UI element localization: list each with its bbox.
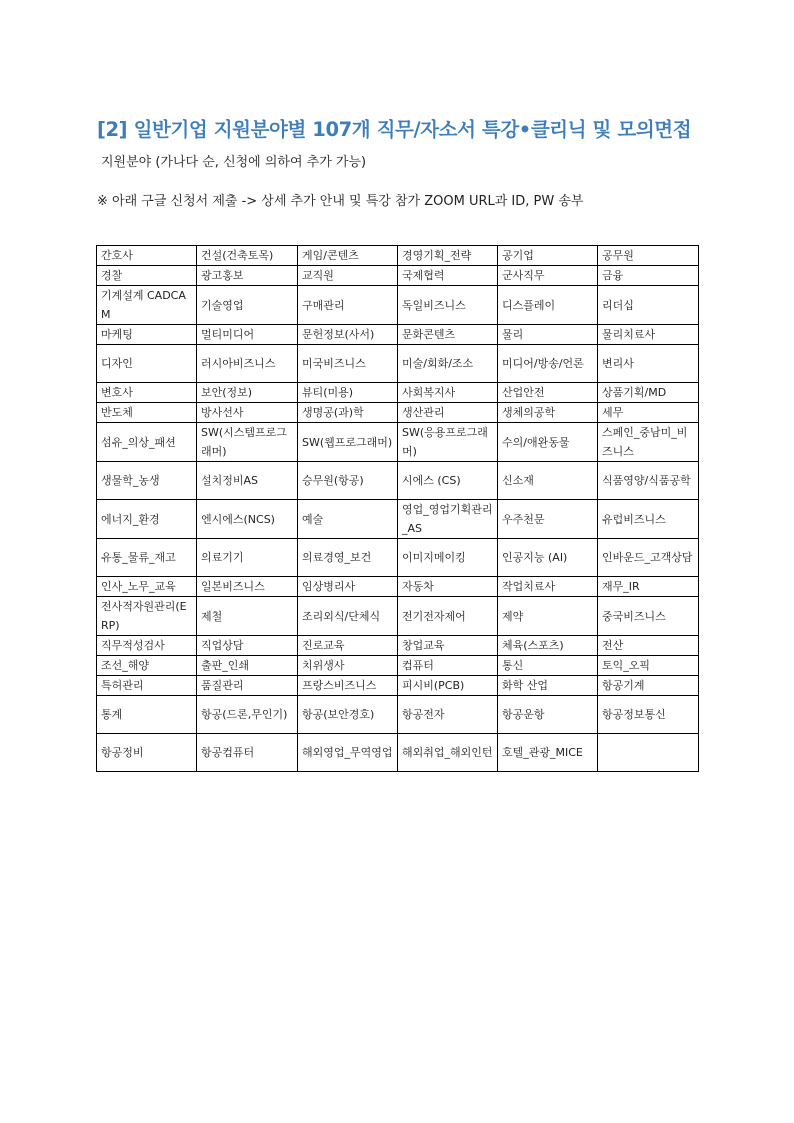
table-cell: 기계설계 CADCAM xyxy=(97,286,197,325)
table-cell: 게임/콘텐츠 xyxy=(298,246,398,266)
table-cell: 중국비즈니스 xyxy=(598,597,699,636)
table-cell: 미술/회화/조소 xyxy=(398,345,498,383)
table-cell: 물리치료사 xyxy=(598,325,699,345)
table-cell: 생명공(과)학 xyxy=(298,403,398,423)
table-cell: 에너지_환경 xyxy=(97,500,197,539)
table-cell: 금융 xyxy=(598,266,699,286)
table-cell: 재무_IR xyxy=(598,577,699,597)
table-row xyxy=(97,403,699,423)
table-cell: 스페인_중남미_비즈니스 xyxy=(598,423,699,462)
table-cell: 치위생사 xyxy=(298,656,398,676)
table-row xyxy=(97,462,699,500)
table-row xyxy=(97,266,699,286)
table-cell: 생산관리 xyxy=(398,403,498,423)
table-cell: 유럽비즈니스 xyxy=(598,500,699,539)
table-cell: 문화콘텐츠 xyxy=(398,325,498,345)
table-cell: 전기전자제어 xyxy=(398,597,498,636)
table-row xyxy=(97,656,699,676)
table-cell: 공무원 xyxy=(598,246,699,266)
notice-text: ※ 아래 구글 신청서 제출 -> 상세 추가 안내 및 특강 참가 ZOOM URL과 ID, PW 송부 xyxy=(97,194,584,209)
table-row xyxy=(97,696,699,734)
table-cell: 출판_인쇄 xyxy=(197,656,298,676)
table-cell: 생체의공학 xyxy=(498,403,598,423)
table-cell: 항공전자 xyxy=(398,696,498,734)
table-row xyxy=(97,539,699,577)
table-row xyxy=(97,597,699,636)
table-cell: 섬유_의상_패션 xyxy=(97,423,197,462)
table-cell: 창업교육 xyxy=(398,636,498,656)
table-cell: 항공정보통신 xyxy=(598,696,699,734)
table-cell: 수의/애완동물 xyxy=(498,423,598,462)
table-cell: 진로교육 xyxy=(298,636,398,656)
table-cell: 반도체 xyxy=(97,403,197,423)
table-cell: 신소재 xyxy=(498,462,598,500)
table-cell: 항공(보안경호) xyxy=(298,696,398,734)
table-cell xyxy=(598,734,699,772)
table-cell: 항공운항 xyxy=(498,696,598,734)
table-cell: 작업치료사 xyxy=(498,577,598,597)
table-cell: 직업상담 xyxy=(197,636,298,656)
table-row xyxy=(97,676,699,696)
table-cell: 기술영업 xyxy=(197,286,298,325)
table-cell: 자동차 xyxy=(398,577,498,597)
table-cell: 항공정비 xyxy=(97,734,197,772)
table-cell: 디자인 xyxy=(97,345,197,383)
table-cell: 프랑스비즈니스 xyxy=(298,676,398,696)
job-field-table xyxy=(96,245,699,772)
table-cell: 피시비(PCB) xyxy=(398,676,498,696)
table-cell: 해외영업_무역영업 xyxy=(298,734,398,772)
table-cell: 체육(스포츠) xyxy=(498,636,598,656)
table-cell: 의료경영_보건 xyxy=(298,539,398,577)
table-row xyxy=(97,325,699,345)
table-cell: 예술 xyxy=(298,500,398,539)
table-cell: 마케팅 xyxy=(97,325,197,345)
table-cell: 전사적자원관리(ERP) xyxy=(97,597,197,636)
job-field-table-body xyxy=(97,246,699,772)
page-subtitle: 지원분야 (가나다 순, 신청에 의하여 추가 가능) xyxy=(101,155,367,170)
table-cell: 방사선사 xyxy=(197,403,298,423)
page-title: [2] 일반기업 지원분야별 107개 직무/자소서 특강•클리닉 및 모의면접 xyxy=(97,118,692,141)
table-cell: SW(시스템프로그래머) xyxy=(197,423,298,462)
table-row xyxy=(97,636,699,656)
table-cell: 영업_영업기획관리_AS xyxy=(398,500,498,539)
table-cell: 경영기획_전략 xyxy=(398,246,498,266)
table-cell: 디스플레이 xyxy=(498,286,598,325)
table-cell: SW(웹프로그래머) xyxy=(298,423,398,462)
table-cell: 보안(정보) xyxy=(197,383,298,403)
table-cell: 직무적성검사 xyxy=(97,636,197,656)
table-cell: 변리사 xyxy=(598,345,699,383)
table-cell: 구매관리 xyxy=(298,286,398,325)
table-cell: 의료기기 xyxy=(197,539,298,577)
table-cell: 항공컴퓨터 xyxy=(197,734,298,772)
table-cell: 설치정비AS xyxy=(197,462,298,500)
table-cell: 엔시에스(NCS) xyxy=(197,500,298,539)
table-cell: 미국비즈니스 xyxy=(298,345,398,383)
table-cell: 인바운드_고객상담 xyxy=(598,539,699,577)
table-cell: 항공(드론,무인기) xyxy=(197,696,298,734)
table-cell: 토익_오픽 xyxy=(598,656,699,676)
table-cell: 미디어/방송/언론 xyxy=(498,345,598,383)
table-row xyxy=(97,734,699,772)
table-cell: 문헌정보(사서) xyxy=(298,325,398,345)
table-cell: 건설(건축토목) xyxy=(197,246,298,266)
table-cell: 인사_노무_교육 xyxy=(97,577,197,597)
table-cell: 통계 xyxy=(97,696,197,734)
table-cell: 뷰티(미용) xyxy=(298,383,398,403)
table-cell: 화학 산업 xyxy=(498,676,598,696)
table-row xyxy=(97,286,699,325)
table-cell: 멀티미디어 xyxy=(197,325,298,345)
table-cell: 시에스 (CS) xyxy=(398,462,498,500)
table-cell: 러시아비즈니스 xyxy=(197,345,298,383)
table-cell: 전산 xyxy=(598,636,699,656)
table-row xyxy=(97,246,699,266)
table-cell: 유통_물류_재고 xyxy=(97,539,197,577)
table-cell: 제철 xyxy=(197,597,298,636)
table-cell: 공기업 xyxy=(498,246,598,266)
table-cell: 통신 xyxy=(498,656,598,676)
table-cell: 경찰 xyxy=(97,266,197,286)
table-cell: 국제협력 xyxy=(398,266,498,286)
table-cell: 조리외식/단체식 xyxy=(298,597,398,636)
table-cell: 제약 xyxy=(498,597,598,636)
table-cell: 간호사 xyxy=(97,246,197,266)
table-row xyxy=(97,345,699,383)
table-cell: 물리 xyxy=(498,325,598,345)
table-cell: 독일비즈니스 xyxy=(398,286,498,325)
table-row xyxy=(97,423,699,462)
table-cell: 교직원 xyxy=(298,266,398,286)
table-cell: SW(응용프로그래머) xyxy=(398,423,498,462)
table-cell: 컴퓨터 xyxy=(398,656,498,676)
table-cell: 우주천문 xyxy=(498,500,598,539)
table-cell: 호텔_관광_MICE xyxy=(498,734,598,772)
table-cell: 해외취업_해외인턴 xyxy=(398,734,498,772)
table-cell: 조선_해양 xyxy=(97,656,197,676)
table-cell: 변호사 xyxy=(97,383,197,403)
table-cell: 산업안전 xyxy=(498,383,598,403)
table-row xyxy=(97,500,699,539)
table-cell: 임상병리사 xyxy=(298,577,398,597)
table-cell: 이미지메이킹 xyxy=(398,539,498,577)
table-cell: 승무원(항공) xyxy=(298,462,398,500)
table-cell: 특허관리 xyxy=(97,676,197,696)
table-cell: 사회복지사 xyxy=(398,383,498,403)
table-cell: 항공기계 xyxy=(598,676,699,696)
table-cell: 일본비즈니스 xyxy=(197,577,298,597)
table-cell: 상품기획/MD xyxy=(598,383,699,403)
table-cell: 세무 xyxy=(598,403,699,423)
table-cell: 광고홍보 xyxy=(197,266,298,286)
table-cell: 리더십 xyxy=(598,286,699,325)
table-cell: 인공지능 (AI) xyxy=(498,539,598,577)
table-cell: 식품영양/식품공학 xyxy=(598,462,699,500)
table-row xyxy=(97,577,699,597)
table-cell: 품질관리 xyxy=(197,676,298,696)
table-cell: 생물학_농생 xyxy=(97,462,197,500)
table-cell: 군사직무 xyxy=(498,266,598,286)
table-row xyxy=(97,383,699,403)
